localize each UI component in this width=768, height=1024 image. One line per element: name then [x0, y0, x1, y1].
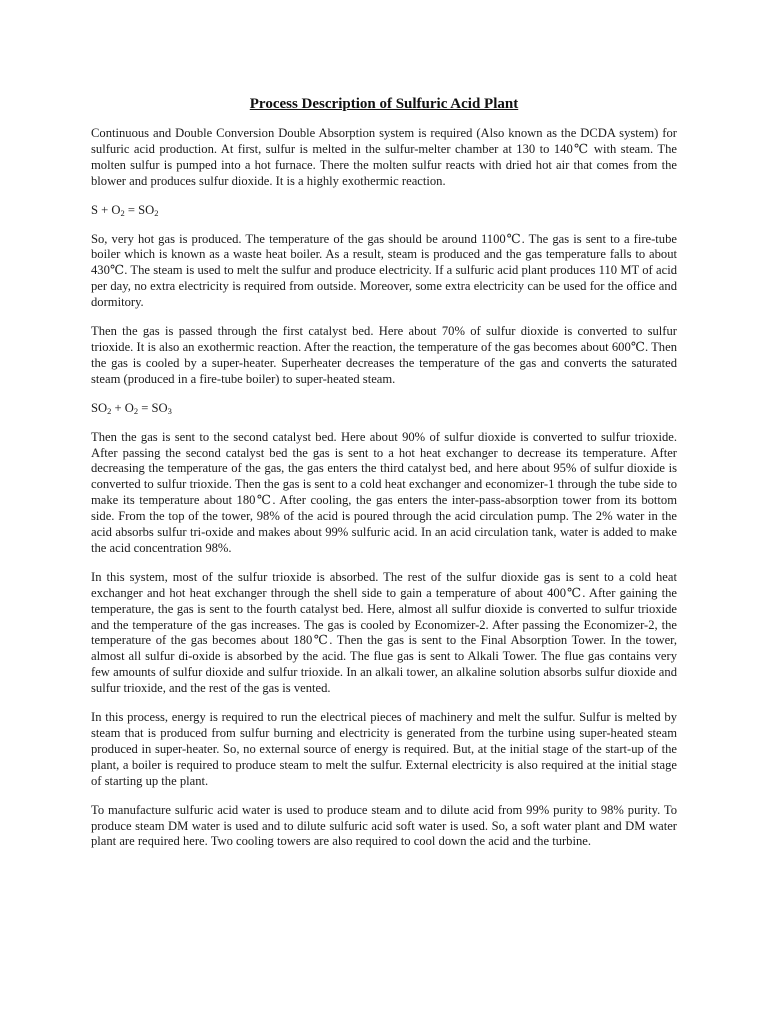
equation-2-term-a: SO [91, 400, 108, 415]
paragraph-water-requirement: To manufacture sulfuric acid water is used to produce steam and to dilute acid from 99% purity to 98% purity. To produce steam DM water is used and to dilute sulfuric acid soft water is used. So, a soft water plant and DM water plant are required here. Two cooling towers are also required to cool down the acid and the turbine. [91, 802, 677, 849]
paragraph-first-catalyst-bed: Then the gas is passed through the first catalyst bed. Here about 70% of sulfur dioxide is converted to sulfur trioxide. It is also an exothermic reaction. After the reaction, the temperature of the gas becomes about 600℃. Then the gas is cooled by a super-heater. Superheater decreases the temperature of the gas and converts the saturated steam (produced in a fire-tube boiler) to super-heated steam. [91, 324, 677, 386]
equation-2-term-c-subscript: 3 [167, 405, 172, 416]
equation-1-rhs-subscript: 2 [154, 207, 159, 218]
paragraph-final-absorption: In this system, most of the sulfur trioxide is absorbed. The rest of the sulfur dioxide gas is sent to a cold heat exchanger and hot heat exchanger through the shell side to gain a temperature of about 400℃. After gaining the temperature, the gas is sent to the fourth catalyst bed. Here, almost all sulfur dioxide is converted to sulfur trioxide and the temperature of the gas increases. The gas is cooled by Economizer-2. After passing the Economizer-2, the temperature of the gas becomes about 180℃. Then the gas is sent to the Final Absorption Tower. In the tower, almost all sulfur di-oxide is absorbed by the acid. The flue gas is sent to Alkali Tower. The flue gas contains very few amounts of sulfur dioxide and sulfur trioxide. In an alkali tower, an alkaline solution absorbs sulfur dioxide and sulfur trioxide, and the rest of the gas is vented. [91, 569, 677, 696]
equation-sulfur-dioxide-conversion [91, 401, 677, 417]
equation-2-term-b: + O [111, 400, 134, 415]
document-title: Process Description of Sulfuric Acid Plant [249, 96, 519, 112]
paragraph-energy-requirement: In this process, energy is required to run the electrical pieces of machinery and melt the sulfur. Sulfur is melted by steam that is produced from sulfur burning and electricity is generated from the turbine using super-heated steam produced in super-heater. So, no external source of energy is required. But, at the initial stage of the start-up of the plant, a boiler is required to produce steam to melt the sulfur. External electricity is also required at the initial stage of starting up the plant. [91, 710, 677, 788]
equation-1-mid: = SO [124, 202, 155, 217]
equation-2-term-c: = SO [138, 400, 168, 415]
equation-1-lhs-subscript: 2 [120, 207, 125, 218]
equation-sulfur-combustion [91, 203, 677, 219]
equation-2-term-a-subscript: 2 [107, 405, 112, 416]
paragraph-waste-heat-boiler: So, very hot gas is produced. The temperature of the gas should be around 1100℃. The gas is sent to a fire-tube boiler which is known as a waste heat boiler. As a result, steam is produced and the gas temperature falls to about 430℃. The steam is used to melt the sulfur and produce electricity. If a sulfuric acid plant produces 110 MT of acid per day, no extra electricity is required from outside. Moreover, some extra electricity can be used for the office and dormitory. [91, 231, 677, 310]
paragraph-intro: Continuous and Double Conversion Double Absorption system is required (Also known as the DCDA system) for sulfuric acid production. At first, sulfur is melted in the sulfur-melter chamber at 130 to 140℃ with steam. The molten sulfur is pumped into a hot furnace. There the molten sulfur reacts with dried hot air that comes from the blower and produces sulfur dioxide. It is a highly exothermic reaction. [91, 126, 677, 188]
paragraph-second-third-catalyst-bed: Then the gas is sent to the second catalyst bed. Here about 90% of sulfur dioxide is converted to sulfur trioxide. After passing the second catalyst bed the gas is sent to a hot heat exchanger to decrease its temperature. After decreasing the temperature of the gas, the gas enters the third catalyst bed, and here about 95% of sulfur dioxide is converted to sulfur trioxide. Then the gas is sent to a cold heat exchanger and economizer-1 through the tube side to make its temperature about 180℃. After cooling, the gas enters the inter-pass-absorption tower from its bottom side. From the top of the tower, 98% of the acid is poured through the acid circulation pump. The 2% water in the acid absorbs sulfur tri-oxide and makes about 99% sulfuric acid. In an acid circulation tank, water is added to make the acid concentration 98%. [91, 429, 677, 555]
document-page [91, 95, 677, 863]
equation-2-term-b-subscript: 2 [133, 405, 139, 416]
equation-1-lhs: S + O [91, 202, 121, 217]
